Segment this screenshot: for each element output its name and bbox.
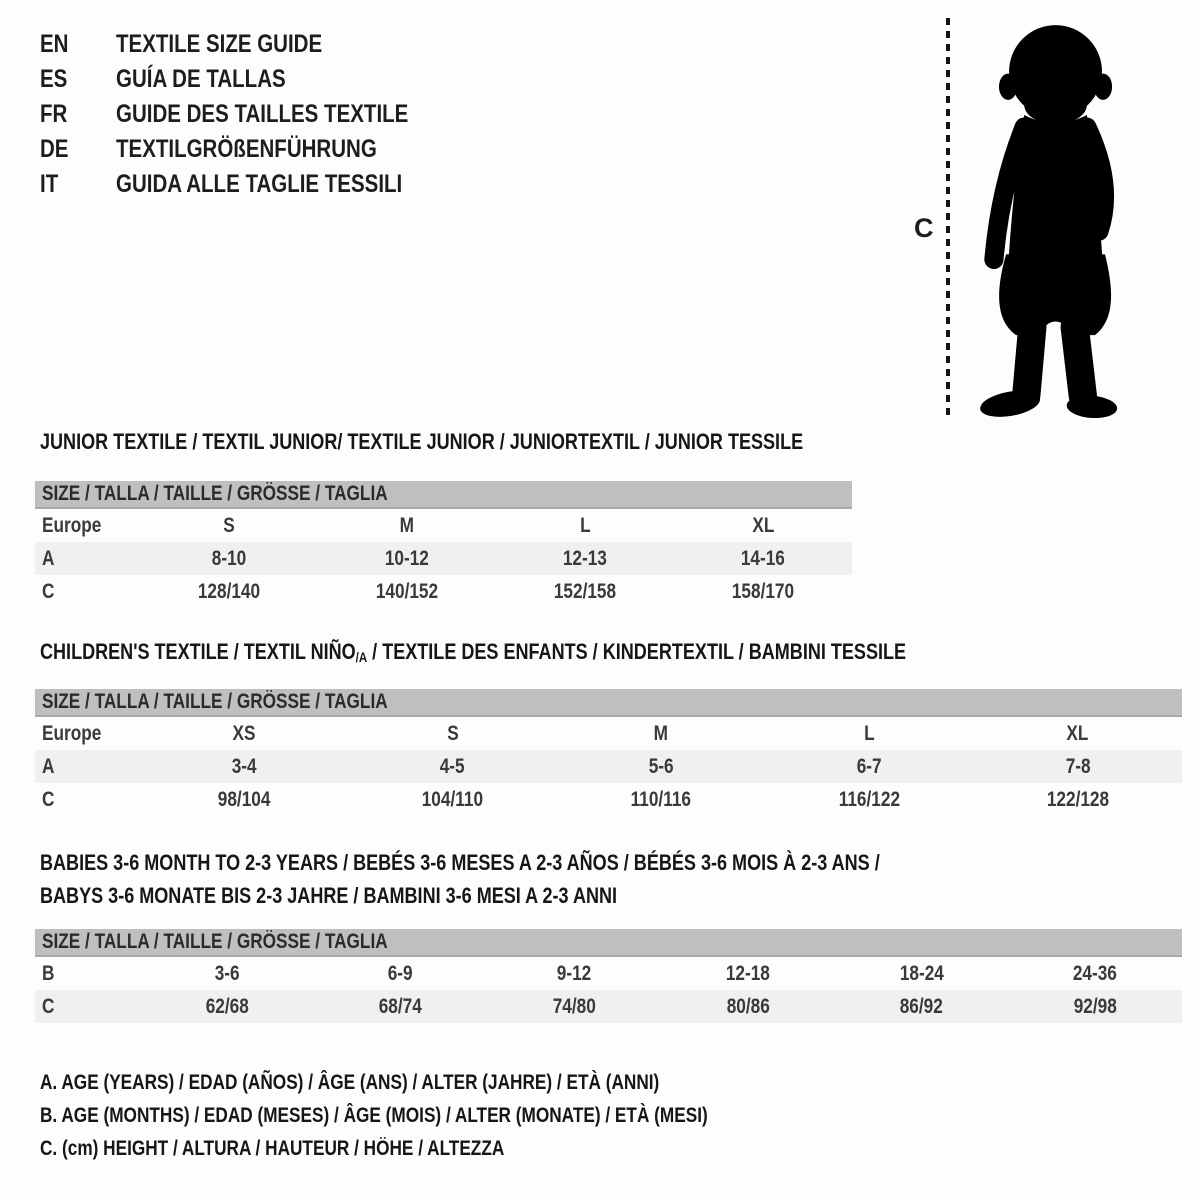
table-cell: XL [1066,722,1089,745]
row-label: Europe [42,514,102,537]
table-cell: 3-4 [231,755,257,778]
table-row-age-months [35,957,1182,990]
table-cell: XS [232,722,256,745]
language-code: EN [40,30,69,58]
table-cell: 122/128 [1046,788,1109,811]
table-cell: M [653,722,669,745]
legend-line-b: B. AGE (MONTHS) / EDAD (MESES) / ÂGE (MOIS) / ALTER (MONATE) / ETÀ (MESI) [40,1104,708,1127]
table-cell: 7-8 [1065,755,1091,778]
table-cell: 8-10 [211,547,247,570]
language-title: GUIDA ALLE TAGLIE TESSILI [116,170,403,198]
table-cell: 68/74 [378,995,423,1018]
table-cell: 3-6 [214,962,240,985]
table-cell: 14-16 [740,547,786,570]
table-cell: S [446,722,459,745]
table-cell: 116/122 [838,788,901,811]
table-header-text: SIZE / TALLA / TAILLE / GRÖSSE / TAGLIA [42,482,388,505]
table-row-europe [35,509,852,542]
table-cell: 5-6 [648,755,674,778]
language-title: GUÍA DE TALLAS [116,65,286,93]
language-title-list [40,27,473,202]
table-cell: 140/152 [375,580,439,603]
baby-silhouette-icon [962,14,1142,418]
table-row-height [35,575,852,608]
table-cell: 24-36 [1073,962,1118,985]
children-size-table [35,689,1182,816]
table-cell: 12-13 [562,547,608,570]
babies-section-heading [40,846,1064,912]
row-label: C [42,580,55,603]
babies-heading-line2: BABYS 3-6 MONATE BIS 2-3 JAHRE / BAMBINI 3-6 MESI A 2-3 ANNI [40,883,618,908]
table-cell: 158/170 [731,580,795,603]
table-header-bar [35,481,852,509]
table-cell: 10-12 [384,547,430,570]
table-row-height [35,783,1182,816]
table-cell: 6-9 [388,962,413,985]
language-row-it [40,167,473,202]
table-cell: M [399,514,415,537]
junior-section-heading [40,430,971,454]
language-title: TEXTILGRÖßENFÜHRUNG [116,135,377,163]
babies-size-table [35,929,1182,1023]
table-cell: 86/92 [899,995,944,1018]
junior-size-table [35,481,852,608]
table-cell: 62/68 [205,995,249,1018]
heading-subscript: /A [355,649,368,665]
table-cell: 128/140 [197,580,261,603]
language-code: ES [40,65,68,93]
language-row-en [40,27,473,62]
language-row-de [40,132,473,167]
children-heading-text: CHILDREN'S TEXTILE / TEXTIL $NIÑO_{/A}$ / TEXTILE DES ENFANTS / KINDERTEXTIL / BAMBINI TESSILE [40,639,907,665]
table-cell: 110/116 [630,788,692,811]
language-code: DE [40,135,69,163]
table-cell: L [864,722,875,745]
row-label: C [42,995,55,1018]
children-section-heading [40,640,1096,669]
table-cell: 74/80 [552,995,596,1018]
language-code: IT [40,170,59,198]
row-label: A [42,547,55,570]
table-cell: 98/104 [217,788,271,811]
table-cell: 92/98 [1073,995,1117,1018]
table-row-age [35,750,1182,783]
babies-heading-line1: BABIES 3-6 MONTH TO 2-3 YEARS / BEBÉS 3-6 MESES A 2-3 AÑOS / BÉBÉS 3-6 MOIS À 2-3 ANS / [40,850,880,875]
height-measure-label: C [914,213,934,243]
table-cell: 104/110 [421,788,484,811]
table-cell: 80/86 [726,995,770,1018]
table-cell: 18-24 [899,962,944,985]
language-row-es [40,62,473,97]
table-header-text: SIZE / TALLA / TAILLE / GRÖSSE / TAGLIA [42,690,388,713]
table-cell: L [579,514,591,537]
language-title: GUIDE DES TAILLES TEXTILE [116,100,409,128]
table-header-text: SIZE / TALLA / TAILLE / GRÖSSE / TAGLIA [42,930,388,953]
table-cell: 4-5 [440,755,466,778]
table-row-age [35,542,852,575]
legend-line-c: C. (cm) HEIGHT / ALTURA / HAUTEUR / HÖHE / ALTEZZA [40,1137,505,1160]
legend-line-a: A. AGE (YEARS) / EDAD (AÑOS) / ÂGE (ANS) / ALTER (JAHRE) / ETÀ (ANNI) [40,1071,660,1094]
language-code: FR [40,100,68,128]
height-measure-dashed-line [946,18,950,416]
row-label: Europe [42,722,102,745]
row-label: C [42,788,55,811]
table-row-height [35,990,1182,1023]
row-label: B [42,962,55,985]
row-label: A [42,755,55,778]
language-title: TEXTILE SIZE GUIDE [116,30,323,58]
table-cell: 9-12 [556,962,592,985]
table-cell: XL [751,514,775,537]
table-cell: 6-7 [856,755,882,778]
table-header-bar [35,929,1182,957]
table-row-europe [35,717,1182,750]
table-cell: S [223,514,235,537]
table-cell: 152/158 [553,580,617,603]
table-cell: 12-18 [725,962,770,985]
junior-heading-text: JUNIOR TEXTILE / TEXTIL JUNIOR/ TEXTILE JUNIOR / JUNIORTEXTIL / JUNIOR TESSILE [40,429,804,454]
measurement-legend [40,1066,854,1165]
table-header-bar [35,689,1182,717]
language-row-fr [40,97,473,132]
